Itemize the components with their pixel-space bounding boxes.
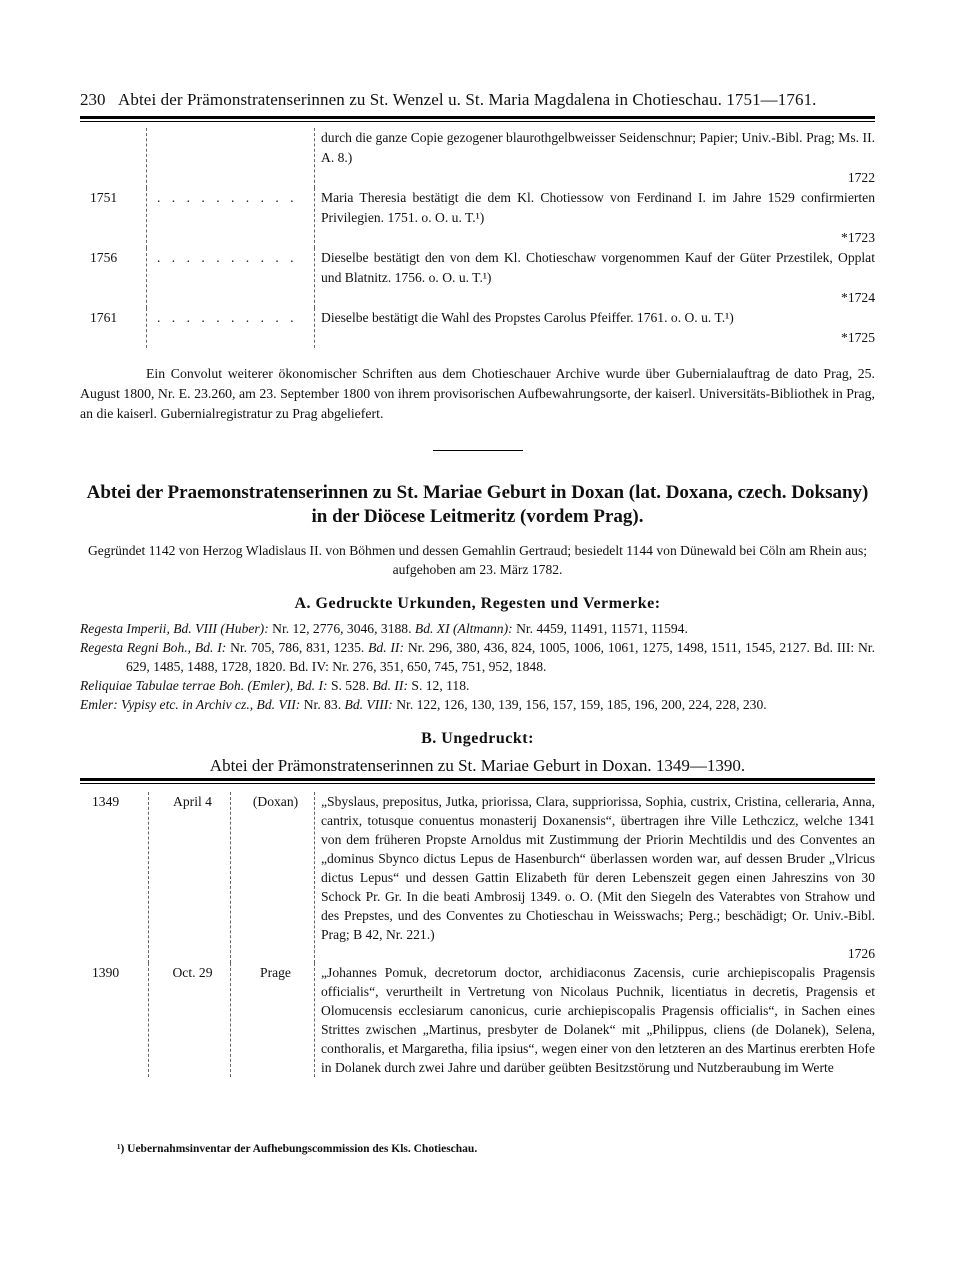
source-refs: Nr. 296, 380, 436, 824, 1005, 1006, 1061, 1275, 1498, 1511, 1545, 2127. Bd. III: Nr. 629, 1485, 1488, 1728, 1820. Bd. IV: Nr. 276, 351, 650, 745, 751, 952, 1848.: [126, 640, 875, 674]
entry-text: [314, 248, 875, 308]
source-refs: S. 12, 118.: [407, 678, 470, 693]
charter-number: 1726: [847, 946, 875, 961]
table-row: [80, 248, 875, 308]
table-row: [80, 963, 875, 1077]
charter-place: (Doxan): [230, 792, 314, 963]
entry-number: *1725: [841, 330, 875, 345]
doc-rule-thin: [80, 783, 875, 784]
page-number: 230: [80, 90, 106, 109]
source-title: Regesta Imperii, Bd. VIII (Huber):: [80, 621, 269, 636]
heading-printed: A. Gedruckte Urkunden, Regesten und Vermerke:: [294, 595, 661, 612]
source-title: Reliquiae Tabulae terrae Boh. (Emler), Bd. I:: [80, 678, 328, 693]
table-row: [80, 308, 875, 348]
subheading: Abtei der Prämonstratenserinnen zu St. Mariae Geburt in Doxan. 1349—1390.: [209, 756, 746, 775]
entry-year: 1761: [90, 310, 118, 325]
list-item: [80, 695, 875, 714]
entry-table: [80, 128, 875, 348]
entry-dots: . . . . . . . . . .: [146, 188, 314, 248]
entry-text: [314, 308, 875, 348]
charter-year: 1349: [92, 794, 120, 809]
source-refs: Nr. 705, 786, 831, 1235.: [226, 640, 369, 655]
header-rule-thick: [80, 116, 875, 119]
source-refs: Nr. 122, 126, 130, 139, 156, 157, 159, 185, 196, 200, 224, 228, 230.: [392, 697, 767, 712]
convolut-paragraph: Ein Convolut weiterer ökonomischer Schriften aus dem Chotieschauer Archive wurde über Gubernialauftrag de dato Prag, 25. August 1800, Nr. E. 23.260, am 23. September 1800 von ihrem provisorischen Aufbewahrungsorte, der kaiserl. Universitäts-Bibliothek in Prag, an die kaiserl. Gubernialregistratur zu Prag abgeliefert.: [80, 366, 875, 421]
source-refs: S. 528.: [327, 678, 373, 693]
entry-year: 1756: [90, 250, 118, 265]
entry-year: [80, 128, 146, 188]
source-title: Bd. II:: [372, 678, 408, 693]
source-title: Bd. II:: [368, 640, 404, 655]
entry-text: [314, 128, 875, 188]
charter-text: [314, 963, 875, 1077]
charter-body: „Johannes Pomuk, decretorum doctor, archidiaconus Zacensis, curie archiepiscopalis Pragensis officialis“, verurtheilt in Vertretung von Nicolaus Puchnik, licentiatus in decretis, Pragensis et Olomucensis ecclesiarum canonicus, curie archiepiscopalis Pragensis officialis“, in Sachen eines Strittes zwischen „Martinus, presbyter de Dolanek“ mit „Philippus, cliens (de Dolanek), Selena, conthoralis, et Margaretha, filia ipsius“, wegen einer von den letzteren an des Martinus ererbten Hofe in Dolanek durch zwei Jahre und darüber geübten Besitzstörung und Nutzberaubung im Werte: [321, 965, 875, 1075]
document-page: [80, 88, 875, 1077]
table-row: [80, 128, 875, 188]
footnote: ¹) Uebernahmsinventar der Aufhebungscommission des Kls. Chotieschau.: [117, 1143, 478, 1155]
charter-place: Prage: [230, 963, 314, 1077]
running-head: [80, 88, 875, 114]
table-row: [80, 188, 875, 248]
source-refs: Nr. 83.: [300, 697, 345, 712]
table-row: [80, 792, 875, 963]
charter-table: [80, 792, 875, 1077]
source-refs: Nr. 4459, 11491, 11571, 11594.: [512, 621, 688, 636]
entry-number: *1723: [841, 230, 875, 245]
charter-year: 1390: [92, 965, 120, 980]
header-rule-thin: [80, 121, 875, 122]
entry-number: 1722: [847, 170, 875, 185]
entry-number: *1724: [841, 290, 875, 305]
list-item: [80, 619, 875, 638]
founding-note: Gegründet 1142 von Herzog Wladislaus II. von Böhmen und dessen Gemahlin Gertraud; besiedelt 1144 von Dünewald bei Cöln am Rhein aus; aufgehoben am 23. März 1782.: [87, 543, 868, 577]
entry-dots: . . . . . . . . . .: [146, 248, 314, 308]
regesten-list: [80, 619, 875, 714]
entry-body: Maria Theresia bestätigt die dem Kl. Chotiessow von Ferdinand I. im Jahre 1529 confirmierten Privilegien. 1751. o. O. u. T.¹): [321, 190, 875, 225]
entry-body: Dieselbe bestätigt den von dem Kl. Chotieschaw vorgenommen Kauf der Güter Przestilek, Opplat und Blatnitz. 1756. o. O. u. T.¹): [321, 250, 875, 285]
heading-unprinted: B. Ungedruckt:: [421, 730, 534, 747]
source-title: Regesta Regni Boh., Bd. I:: [80, 640, 227, 655]
charter-date: Oct. 29: [148, 963, 230, 1077]
list-item: [80, 676, 875, 695]
charter-date: April 4: [148, 792, 230, 963]
entry-dots: [146, 128, 314, 188]
charter-text: [314, 792, 875, 963]
section-title: [80, 481, 875, 529]
section-divider: [433, 450, 523, 451]
entry-body: Dieselbe bestätigt die Wahl des Propstes Carolus Pfeiffer. 1761. o. O. u. T.¹): [321, 310, 734, 325]
entry-body: durch die ganze Copie gezogener blaurothgelbweisser Seidenschnur; Papier; Univ.-Bibl. Prag; Ms. II. A. 8.): [321, 130, 875, 165]
doc-rule-thick: [80, 778, 875, 781]
source-title: Bd. XI (Altmann):: [414, 621, 513, 636]
entry-text: [314, 188, 875, 248]
source-title: Emler: Vypisy etc. in Archiv cz., Bd. VII:: [80, 697, 301, 712]
source-refs: Nr. 12, 2776, 3046, 3188.: [268, 621, 415, 636]
section-title-line-1: Abtei der Praemonstratenserinnen zu St. Mariae Geburt in Doxan (lat. Doxana, czech. Doksany): [86, 482, 869, 503]
entry-year: 1751: [90, 190, 118, 205]
charter-body: „Sbyslaus, prepositus, Jutka, priorissa, Clara, suppriorissa, Sophia, custrix, Cristina, celleraria, Anna, cantrix, totusque conuentus monasterij Doxanensis“, übertragen ihre Ville Lethczicz, welche 1341 von dem früheren Propste Arnoldus mit Zustimmung der Priorin Mechtildis und des Conventes an „dominus Sbynco dictus Lepus de Hasenburch“ überlassen worden war, auf dessen Bruder „Vlricus dictus Lepus“ und dessen Gattin Elizabeth für deren Lebenszeit gegen einen Jahreszins von 30 Schock Pr. Gr. In die beati Ambrosij 1349. o. O. (Mit den Siegeln des Vaterabtes von Strahow und des Prepstes, und des Conventes zu Chotieschau in Weisswachs; Perg.; beschädigt; Or. Univ.-Bibl. Prag; B 42, Nr. 221.): [321, 794, 875, 942]
entry-dots: . . . . . . . . . .: [146, 308, 314, 348]
running-title: Abtei der Prämonstratenserinnen zu St. Wenzel u. St. Maria Magdalena in Chotieschau. 1751—1761.: [118, 90, 817, 109]
list-item: [80, 638, 875, 676]
section-title-line-2: in der Diöcese Leitmeritz (vordem Prag).: [311, 506, 644, 527]
source-title: Bd. VIII:: [344, 697, 393, 712]
